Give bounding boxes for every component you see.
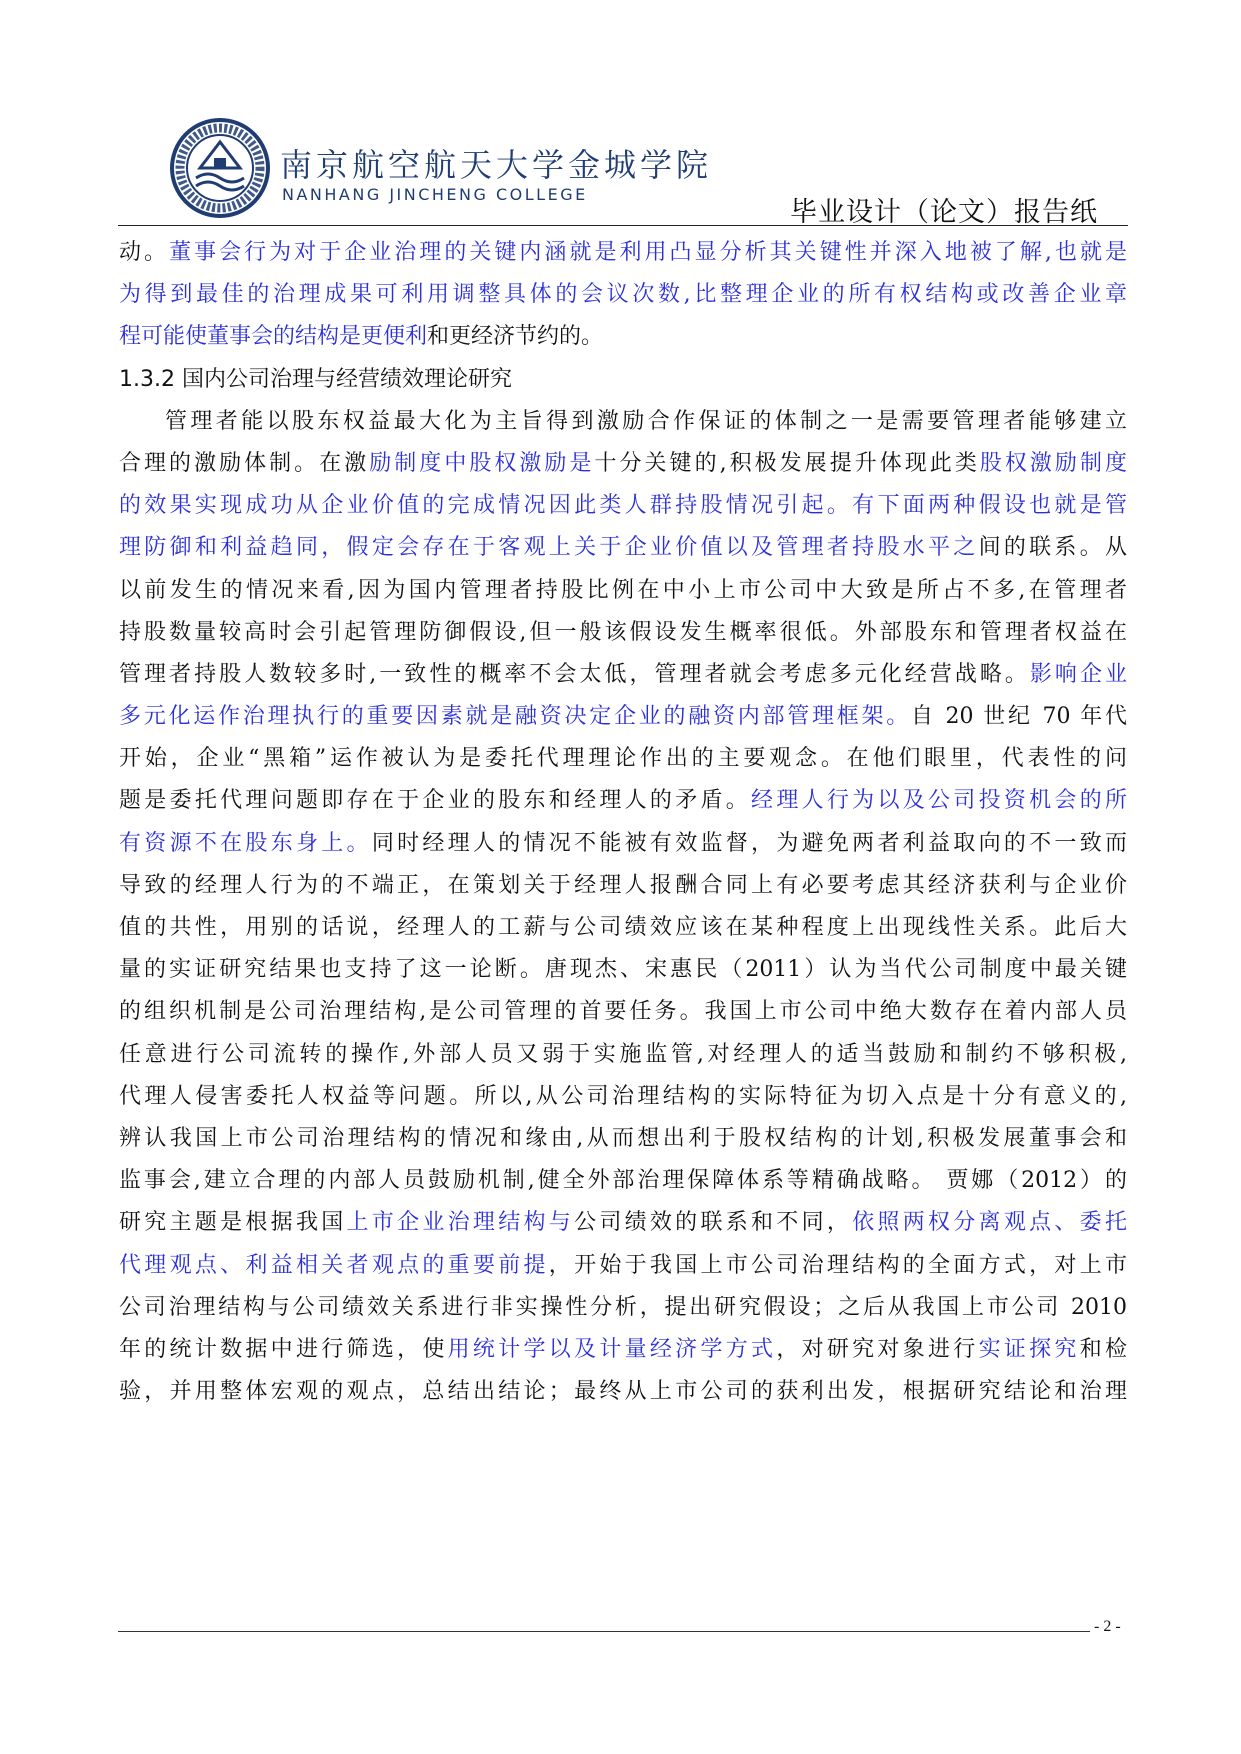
header-divider (118, 225, 1128, 226)
text-run: 导致的经理人行为的不端正，在策划关于经理人报酬合同上有必要考虑其经济获利与企业价 (119, 872, 1127, 898)
text-line (119, 1202, 1127, 1244)
text-line (119, 1245, 1127, 1287)
text-run: 题是委托代理问题即存在于企业的股东和经理人的矛盾。 (119, 788, 752, 814)
text-line (119, 780, 1127, 822)
text-line (119, 949, 1127, 991)
school-name-cn: 南京航空航天大学金城学院 (280, 146, 713, 184)
text-line (119, 1371, 1127, 1413)
highlighted-text: 经理人行为以及公司投资机会的所 (751, 788, 1127, 814)
highlighted-text: 董事会行为对于企业治理的关键内涵就是利用凸显分析其关键性并深入地被了解,也就是 (169, 240, 1127, 265)
text-line (119, 527, 1127, 569)
text-line (119, 612, 1127, 654)
highlighted-text: 为得到最佳的治理成果可利用调整具体的会议次数,比整理企业的所有权结构或改善企业章 (119, 282, 1127, 308)
text-line (119, 232, 1127, 274)
text-line (119, 485, 1127, 527)
text-run: 1.3.2 国内公司治理与经营绩效理论研究 (119, 366, 512, 392)
text-run: 十分关键的,积极发展提升体现此类 (594, 450, 980, 476)
footer-divider (118, 1631, 1090, 1632)
text-line (119, 1076, 1127, 1118)
text-run: 辨认我国上市公司治理结构的情况和缘由,从而想出利于股权结构的计划,积极发展董事会和 (119, 1125, 1127, 1151)
text-run: 公司绩效的联系和不同， (574, 1210, 853, 1236)
text-run: 代理人侵害委托人权益等问题。所以,从公司治理结构的实际特征为切入点是十分有意义的, (119, 1083, 1127, 1109)
text-run: 持股数量较高时会引起管理防御假设,但一般该假设发生概率很低。外部股东和管理者权益在 (119, 619, 1127, 645)
text-run: 自 20 世纪 70 年代 (911, 704, 1127, 730)
section-heading (119, 359, 1127, 401)
highlighted-text: 多元化运作治理执行的重要因素就是融资决定企业的融资内部管理框架。 (119, 704, 912, 730)
text-line (119, 991, 1127, 1033)
text-run: 量的实证研究结果也支持了这一论断。唐现杰、宋惠民（2011）认为当代公司制度中最关键 (119, 957, 1127, 983)
school-name-en: NANHANG JINCHENG COLLEGE (282, 185, 588, 204)
highlighted-text: 实证探究 (978, 1336, 1080, 1362)
text-line (119, 654, 1127, 696)
text-line (119, 316, 1127, 358)
text-line (119, 1287, 1127, 1329)
text-line (119, 1329, 1127, 1371)
text-run: 合理的激励体制。在激 (119, 450, 370, 476)
text-run: 的组织机制是公司治理结构,是公司管理的首要任务。我国上市公司中绝大数存在着内部人员 (119, 999, 1127, 1025)
highlighted-text: 理防御和利益趋同，假定会存在于客观上关于企业价值以及管理者持股水平之 (119, 535, 979, 561)
text-run: 动。 (119, 240, 170, 265)
text-line (119, 401, 1127, 443)
text-line (119, 1034, 1127, 1076)
text-run: 监事会,建立合理的内部人员鼓励机制,健全外部治理保障体系等精确战略。 贾娜（2012）的 (119, 1168, 1127, 1194)
text-run: 和检 (1079, 1336, 1127, 1362)
text-line (119, 738, 1127, 780)
text-run: 值的共性，用别的话说，经理人的工薪与公司绩效应该在某种程度上出现线性关系。此后大 (119, 915, 1127, 940)
text-run: 任意进行公司流转的操作,外部人员又弱于实施监管,对经理人的适当鼓励和制约不够积极, (119, 1041, 1127, 1067)
text-run: 同时经理人的情况不能被有效监督，为避免两者利益取向的不一致而 (371, 830, 1127, 856)
text-run: 验，并用整体宏观的观点，总结出结论；最终从上市公司的获利出发，根据研究结论和治理 (119, 1379, 1127, 1405)
highlighted-text: 用统计学以及计量经济学方式 (447, 1336, 777, 1362)
text-run: 开始，企业“黑箱”运作被认为是委托代理理论作出的主要观念。在他们眼里，代表性的问 (119, 746, 1127, 772)
text-line (119, 443, 1127, 485)
highlighted-text: 程可能使董事会的结构是更便利 (119, 324, 428, 350)
text-run: ，对研究对象进行 (776, 1336, 979, 1362)
text-run: 管理者持股人数较多时,一致性的概率不会太低，管理者就会考虑多元化经营战略。 (119, 661, 1030, 687)
highlighted-text: 影响企业 (1029, 661, 1127, 687)
highlighted-text: 有资源不在股东身上。 (119, 830, 372, 856)
text-run: 以前发生的情况来看,因为国内管理者持股比例在中小上市公司中大致是所占不多,在管理者 (119, 577, 1127, 603)
text-line (119, 696, 1127, 738)
text-run: 年的统计数据中进行筛选，使 (119, 1336, 448, 1362)
text-line (119, 274, 1127, 316)
text-line (119, 1118, 1127, 1160)
text-run: 和更经济节约的。 (427, 324, 604, 350)
text-run: 管理者能以股东权益最大化为主旨得到激励合作保证的体制之一是需要管理者能够建立 (165, 408, 1127, 434)
text-run: 研究主题是根据我国 (119, 1210, 347, 1236)
highlighted-text: 上市企业治理结构与 (346, 1210, 575, 1236)
text-line (119, 570, 1127, 612)
report-title: 毕业设计（论文）报告纸 (790, 197, 1098, 228)
highlighted-text: 代理观点、利益相关者观点的重要前提 (119, 1252, 549, 1278)
highlighted-text: 股权激励制度 (979, 450, 1127, 476)
body-text (119, 232, 1127, 1413)
text-run: 间的联系。从 (978, 535, 1127, 561)
text-run: 公司治理结构与公司绩效关系进行非实操性分析，提出研究假设；之后从我国上市公司 2010 (119, 1294, 1127, 1320)
text-run: ，开始于我国上市公司治理结构的全面方式，对上市 (548, 1252, 1127, 1278)
college-logo-seal (170, 118, 270, 218)
highlighted-text: 励制度中股权激励是 (369, 450, 595, 476)
text-line (119, 1160, 1127, 1202)
page-header (118, 100, 1128, 228)
page-number: - 2 - (1094, 1618, 1121, 1635)
text-line (119, 907, 1127, 949)
highlighted-text: 依照两权分离观点、委托 (852, 1210, 1127, 1236)
highlighted-text: 的效果实现成功从企业价值的完成情况因此类人群持股情况引起。有下面两种假设也就是管 (119, 493, 1127, 519)
text-line (119, 865, 1127, 907)
text-line (119, 823, 1127, 865)
